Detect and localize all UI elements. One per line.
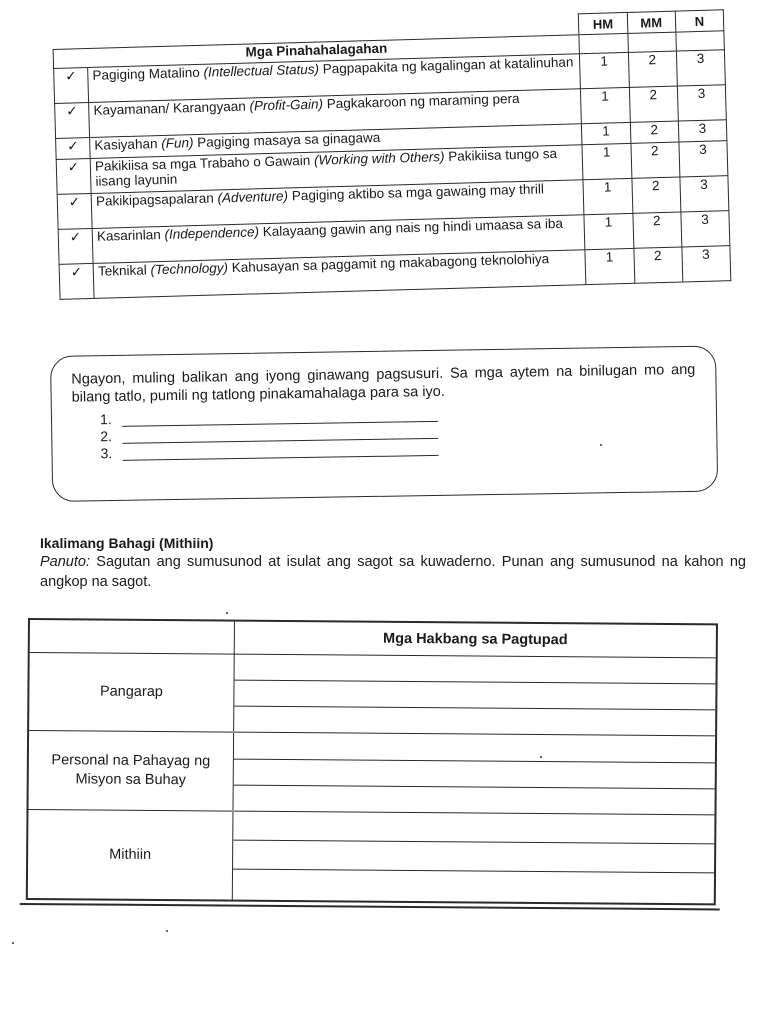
checkmark-icon[interactable]: ✓ (56, 158, 91, 194)
rating-mm-cell[interactable]: 2 (633, 247, 682, 283)
rating-n-cell[interactable]: 3 (676, 50, 725, 86)
reflection-box (50, 346, 718, 502)
rating-header-mm: MM (627, 11, 676, 33)
rating-hm-cell[interactable]: 1 (582, 143, 631, 179)
rating-header-hm: HM (579, 12, 628, 34)
answer-line-2[interactable]: 2. (100, 418, 716, 445)
rating-mm-cell[interactable]: 2 (631, 177, 680, 213)
scan-speck (600, 444, 602, 446)
checkmark-icon[interactable]: ✓ (55, 103, 90, 139)
steps-table-header: Mga Hakbang sa Pagtupad (234, 622, 716, 659)
rating-hm-cell[interactable]: 1 (583, 178, 632, 214)
scan-speck (540, 756, 542, 758)
rating-hm-cell[interactable]: 1 (581, 87, 630, 123)
checkmark-icon[interactable]: ✓ (56, 137, 91, 159)
checkmark-icon[interactable]: ✓ (54, 68, 89, 104)
steps-table-frame (26, 618, 718, 905)
reflection-answer-list (100, 401, 717, 462)
rating-hm-cell[interactable]: 1 (582, 122, 631, 144)
value-description: Pakikipagsapalaran (Adventure) Pagiging aktibo sa mga gawaing may thrill (91, 180, 584, 229)
rating-n-cell[interactable]: 3 (677, 85, 726, 121)
steps-table (26, 618, 718, 905)
rating-mm-cell[interactable]: 2 (629, 86, 678, 122)
rating-header-n: N (675, 10, 724, 32)
rating-n-cell[interactable]: 3 (682, 246, 731, 282)
rating-mm-cell[interactable]: 2 (632, 212, 681, 248)
rating-mm-cell[interactable]: 2 (630, 142, 679, 178)
value-description: Teknikal (Technology) Kahusayan sa paggamit ng makabagong teknolohiya (93, 250, 586, 299)
rating-hm-cell[interactable]: 1 (584, 213, 633, 249)
value-description: Kasiyahan (Fun) Pagiging masaya sa ginagawa (90, 124, 583, 159)
value-description: Pagiging Matalino (Intellectual Status) Pagpapakita ng kagalingan at katalinuhan (88, 54, 581, 103)
section-instruction (40, 552, 746, 592)
instruction-text: Sagutan ang sumusunod at isulat ang sagot sa kuwaderno. Punan ang sumusunod na kahon ng angkop na sagot. (40, 554, 746, 590)
steps-lines-misyon[interactable] (232, 733, 715, 815)
steps-label-pangarap: Pangarap (29, 652, 234, 733)
steps-label-mithiin: Mithiin (109, 846, 152, 863)
rating-n-cell[interactable]: 3 (679, 141, 728, 177)
steps-label-misyon: Personal na Pahayag ng Misyon sa Buhay (28, 731, 233, 812)
rating-n-cell[interactable]: 3 (681, 211, 730, 247)
rating-hm-cell[interactable]: 1 (585, 248, 634, 284)
answer-line-3[interactable]: 3. (100, 435, 716, 462)
rating-mm-cell[interactable]: 2 (630, 121, 679, 143)
scan-speck (226, 612, 228, 614)
values-table-wrapper (52, 9, 733, 344)
steps-lines-mithiin[interactable] (232, 812, 715, 904)
scan-speck (12, 942, 14, 944)
values-table (52, 9, 731, 300)
value-description: Kayamanan/ Karangyaan (Profit-Gain) Pagkakaroon ng maraming pera (89, 89, 582, 138)
value-description: Kasarinlan (Independence) Kalayaang gawin ang nais ng hindi umaasa sa iba (92, 215, 585, 264)
rating-hm-cell[interactable]: 1 (580, 52, 629, 88)
rating-n-cell[interactable]: 3 (678, 120, 727, 142)
values-table-title: Mga Pinahahalagahan (53, 35, 580, 69)
steps-lines-pangarap[interactable] (233, 654, 716, 736)
checkmark-icon[interactable]: ✓ (57, 193, 92, 229)
answer-line-1[interactable]: 1. (100, 401, 716, 428)
instruction-label: Panuto: (40, 554, 90, 570)
rating-n-cell[interactable]: 3 (680, 176, 729, 212)
section-title: Ikalimang Bahagi (Mithiin) (40, 535, 214, 551)
values-table-body (54, 50, 731, 300)
checkmark-icon[interactable]: ✓ (58, 228, 93, 264)
checkmark-icon[interactable]: ✓ (59, 263, 94, 299)
reflection-text: Ngayon, muling balikan ang iyong ginawang pagsusuri. Sa mga aytem na binilugan mo ang bilang tatlo, pumili ng tatlong pinakamahalaga para sa iyo. (71, 361, 696, 406)
rating-mm-cell[interactable]: 2 (628, 51, 677, 87)
scan-speck (166, 930, 168, 932)
value-description: Pakikiisa sa mga Trabaho o Gawain (Working with Others) Pakikiisa tungo sa iisang layunin (90, 145, 583, 194)
